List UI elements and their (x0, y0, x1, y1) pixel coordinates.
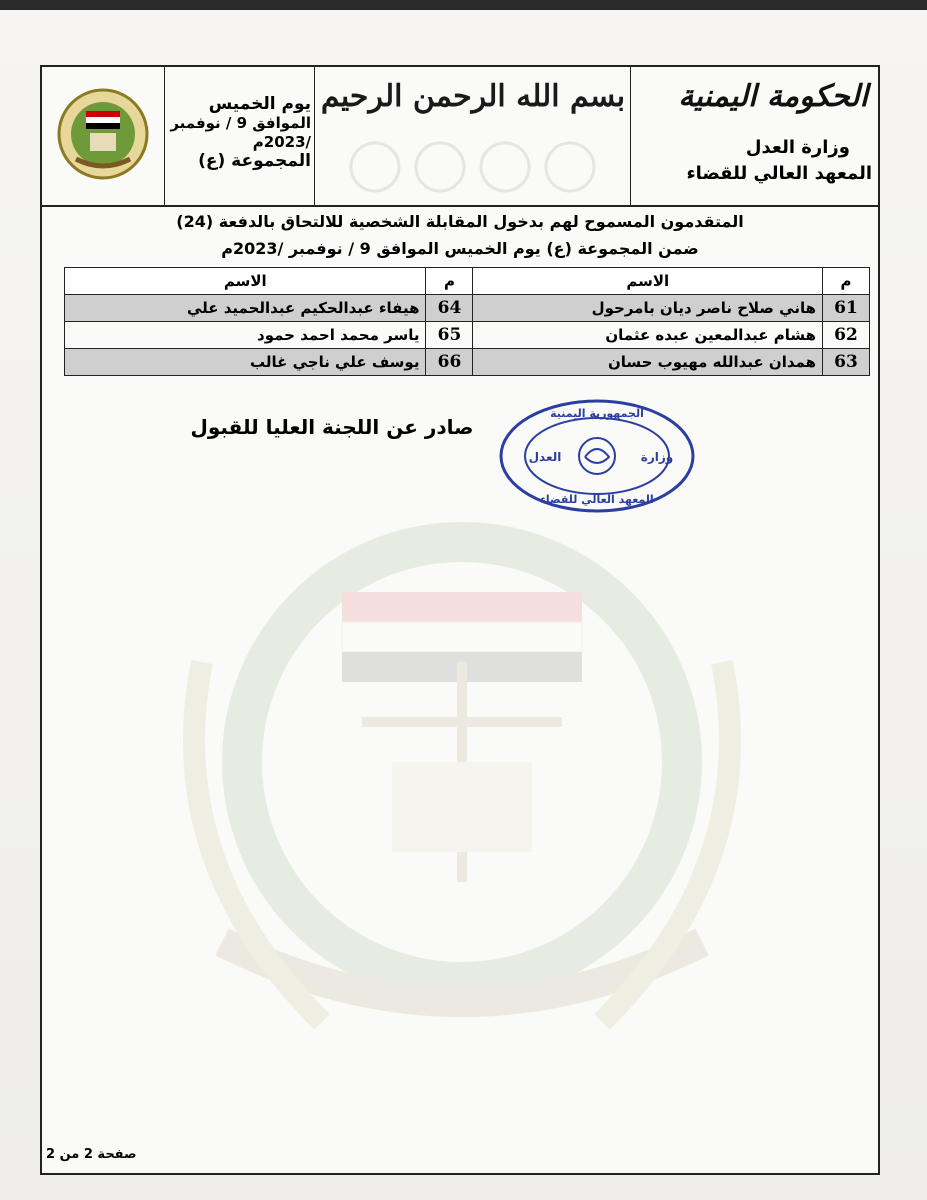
logo-cell (42, 67, 164, 205)
day-label: يوم الخميس (208, 94, 311, 114)
official-stamp-icon (497, 397, 697, 515)
institute-emblem-icon (56, 87, 150, 181)
date-line-2: /2023م (252, 133, 311, 151)
stamp-left-text: وزارة (640, 450, 674, 464)
col-header-name: الاسم (473, 268, 823, 295)
date-cell (164, 67, 314, 205)
document-page (0, 10, 927, 1200)
top-edge (0, 0, 927, 10)
basmala-cell (314, 67, 630, 205)
col-header-num: م (823, 268, 870, 295)
candidates-table (64, 267, 870, 376)
watermark-emblem-icon (142, 462, 782, 1122)
issued-by: صادر عن اللجنة العليا للقبول (190, 415, 474, 439)
table-header-row (65, 268, 870, 295)
stamp-bottom-text: المعهد العالي للقضاء (540, 493, 654, 506)
table-row (65, 295, 870, 322)
candidate-name: همدان عبدالله مهيوب حسان (473, 349, 823, 376)
row-number: 61 (823, 295, 870, 322)
row-number: 63 (823, 349, 870, 376)
government-title: الحكومة اليمنية (678, 79, 868, 114)
decorative-circles-icon (335, 137, 615, 197)
page-number: صفحة 2 من 2 (46, 1147, 137, 1162)
ministry-name: وزارة العدل (745, 137, 850, 158)
list-title: المتقدمون المسموح لهم بدخول المقابلة الشخصية للالتحاق بالدفعة (24) (176, 212, 744, 231)
list-subtitle: ضمن المجموعة (ع) يوم الخميس الموافق 9 / نوفمبر /2023م (221, 239, 699, 258)
candidate-name: ياسر محمد احمد حمود (65, 322, 426, 349)
candidate-name: هاني صلاح ناصر ديان بامرحول (473, 295, 823, 322)
date-block (167, 95, 311, 171)
basmala: بسم الله الرحمن الرحيم (320, 79, 626, 114)
group-label: المجموعة (ع) (198, 151, 311, 171)
institute-name: المعهد العالي للقضاء (686, 163, 872, 184)
col-header-num: م (426, 268, 473, 295)
document-frame (40, 65, 880, 1175)
candidate-name: هشام عبدالمعين عبده عثمان (473, 322, 823, 349)
table-row (65, 322, 870, 349)
row-number: 62 (823, 322, 870, 349)
table-row (65, 349, 870, 376)
government-cell (630, 67, 878, 205)
letterhead (42, 67, 878, 207)
date-line-1: الموافق 9 / نوفمبر (170, 114, 311, 132)
candidate-name: يوسف علي ناجي غالب (65, 349, 426, 376)
col-header-name: الاسم (65, 268, 426, 295)
row-number: 65 (426, 322, 473, 349)
candidate-name: هيفاء عبدالحكيم عبدالحميد علي (65, 295, 426, 322)
stamp-right-text: العدل (528, 450, 562, 464)
row-number: 64 (426, 295, 473, 322)
row-number: 66 (426, 349, 473, 376)
stamp-outer-text: الجمهورية اليمنية (550, 407, 644, 420)
